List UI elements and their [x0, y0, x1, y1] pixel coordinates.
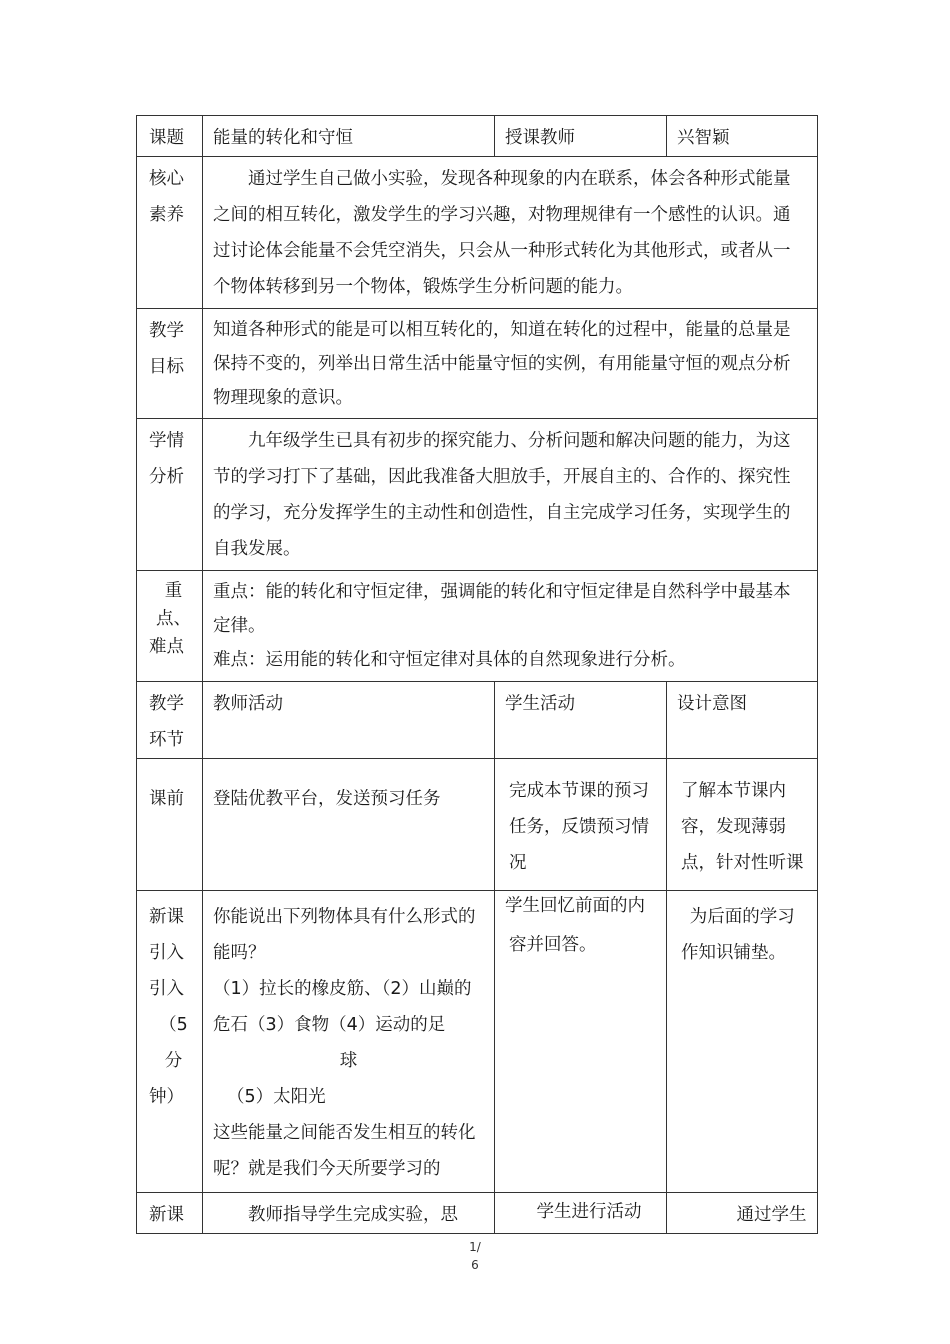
core-label: [137, 157, 203, 309]
goal-row: [137, 309, 818, 419]
goal-label: [137, 309, 203, 419]
teacher-value: 兴智颖: [667, 116, 818, 157]
page-number-bottom: 6: [471, 1258, 479, 1272]
key-point-text: 重点：能的转化和守恒定律，强调能的转化和守恒定律是自然科学中最基本定律。: [213, 582, 791, 636]
header-row: [137, 116, 818, 157]
intro-student-line2: 容并回答。: [509, 935, 597, 955]
analysis-label-line1: 学情: [149, 431, 184, 451]
focus-row: [137, 571, 818, 682]
core-text-cell: [203, 157, 818, 309]
pre-student-cell: 完成本节课的预习任务，反馈预习情况: [495, 759, 667, 891]
column-header-row: [137, 682, 818, 759]
stage-column-header: [137, 682, 203, 759]
goal-text: 知道各种形式的能是可以相互转化的，知道在转化的过程中，能量的总量是保持不变的，列举出日常生活中能量守恒的实例，有用能量守恒的观点分析物理现象的意识。: [213, 320, 791, 408]
intro-teacher-items: （1）拉长的橡皮筋、（2）山巅的危石（3）食物（4）运动的足: [213, 979, 472, 1035]
subject-label: 课题: [137, 116, 203, 157]
intro-teacher-transition: 这些能量之间能否发生相互的转化呢？就是我们今天所要学习的: [213, 1123, 476, 1179]
intro-teacher-q: 你能说出下列物体具有什么形式的能吗？: [213, 907, 476, 963]
analysis-label-line2: 分析: [149, 467, 184, 487]
intro-stage-line3: 引入: [149, 979, 184, 999]
core-label-line1: 核心: [149, 169, 184, 189]
intro-stage-line4: （5: [159, 1015, 188, 1035]
page-number-top: 1/: [469, 1240, 481, 1254]
intro-stage-line2: 引入: [149, 943, 184, 963]
analysis-text-cell: [203, 419, 818, 571]
new-design-cell: 通过学生: [667, 1193, 818, 1234]
intro-stage-line6: 钟）: [149, 1087, 184, 1107]
goal-label-line2: 目标: [149, 357, 184, 377]
new-teacher-cell: 教师指导学生完成实验，思: [203, 1193, 495, 1234]
core-label-line2: 素养: [149, 205, 184, 225]
focus-label: [137, 571, 203, 682]
lesson-plan-table: [136, 115, 818, 1234]
focus-label-line3: 难点: [149, 637, 184, 657]
focus-text-cell: [203, 571, 818, 682]
pre-stage-cell: 课前: [137, 759, 203, 891]
teacher-column-header: 教师活动: [203, 682, 495, 759]
student-column-header: 学生活动: [495, 682, 667, 759]
stage-header-line1: 教学: [149, 694, 184, 714]
intro-stage-line5: 分: [164, 1051, 183, 1071]
pre-design-cell: 了解本节课内容，发现薄弱点，针对性听课: [667, 759, 818, 891]
intro-teacher-cell: [203, 891, 495, 1193]
teacher-label: 授课教师: [495, 116, 667, 157]
intro-design-cell: 为后面的学习作知识铺垫。: [667, 891, 818, 1193]
new-student-cell: 学生进行活动: [495, 1193, 667, 1234]
goal-label-line1: 教学: [149, 321, 184, 341]
intro-stage-line1: 新课: [149, 907, 184, 927]
core-text: 通过学生自己做小实验，发现各种现象的内在联系，体会各种形式能量之间的相互转化，激发学生的学习兴趣，对物理规律有一个感性的认识。通过讨论体会能量不会凭空消失，只会从一种形式转化为其他形式，或者从一个物体转移到另一个物体，锻炼学生分析问题的能力。: [213, 169, 791, 297]
table-row: [137, 759, 818, 891]
analysis-row: [137, 419, 818, 571]
new-stage-cell: 新课: [137, 1193, 203, 1234]
pre-teacher-cell: 登陆优教平台，发送预习任务: [203, 759, 495, 891]
intro-teacher-ball: 球: [339, 1051, 358, 1071]
intro-student-cell: [495, 891, 667, 1193]
analysis-label: [137, 419, 203, 571]
difficulty-text: 难点：运用能的转化和守恒定律对具体的自然现象进行分析。: [213, 650, 686, 670]
core-row: [137, 157, 818, 309]
goal-text-cell: [203, 309, 818, 419]
intro-student-line1: 学生回忆前面的内: [505, 896, 645, 916]
subject-value: 能量的转化和守恒: [203, 116, 495, 157]
table-row: [137, 1193, 818, 1234]
focus-label-line2: 点、: [156, 609, 191, 629]
intro-stage-cell: [137, 891, 203, 1193]
intro-teacher-sun: （5）太阳光: [227, 1087, 326, 1107]
focus-label-line1: 重: [164, 581, 183, 601]
table-row: [137, 891, 818, 1193]
design-column-header: 设计意图: [667, 682, 818, 759]
stage-header-line2: 环节: [149, 730, 184, 750]
analysis-text: 九年级学生已具有初步的探究能力、分析问题和解决问题的能力，为这节的学习打下了基础，因此我准备大胆放手，开展自主的、合作的、探究性的学习，充分发挥学生的主动性和创造性，自主完成学习任务，实现学生的自我发展。: [213, 431, 791, 559]
